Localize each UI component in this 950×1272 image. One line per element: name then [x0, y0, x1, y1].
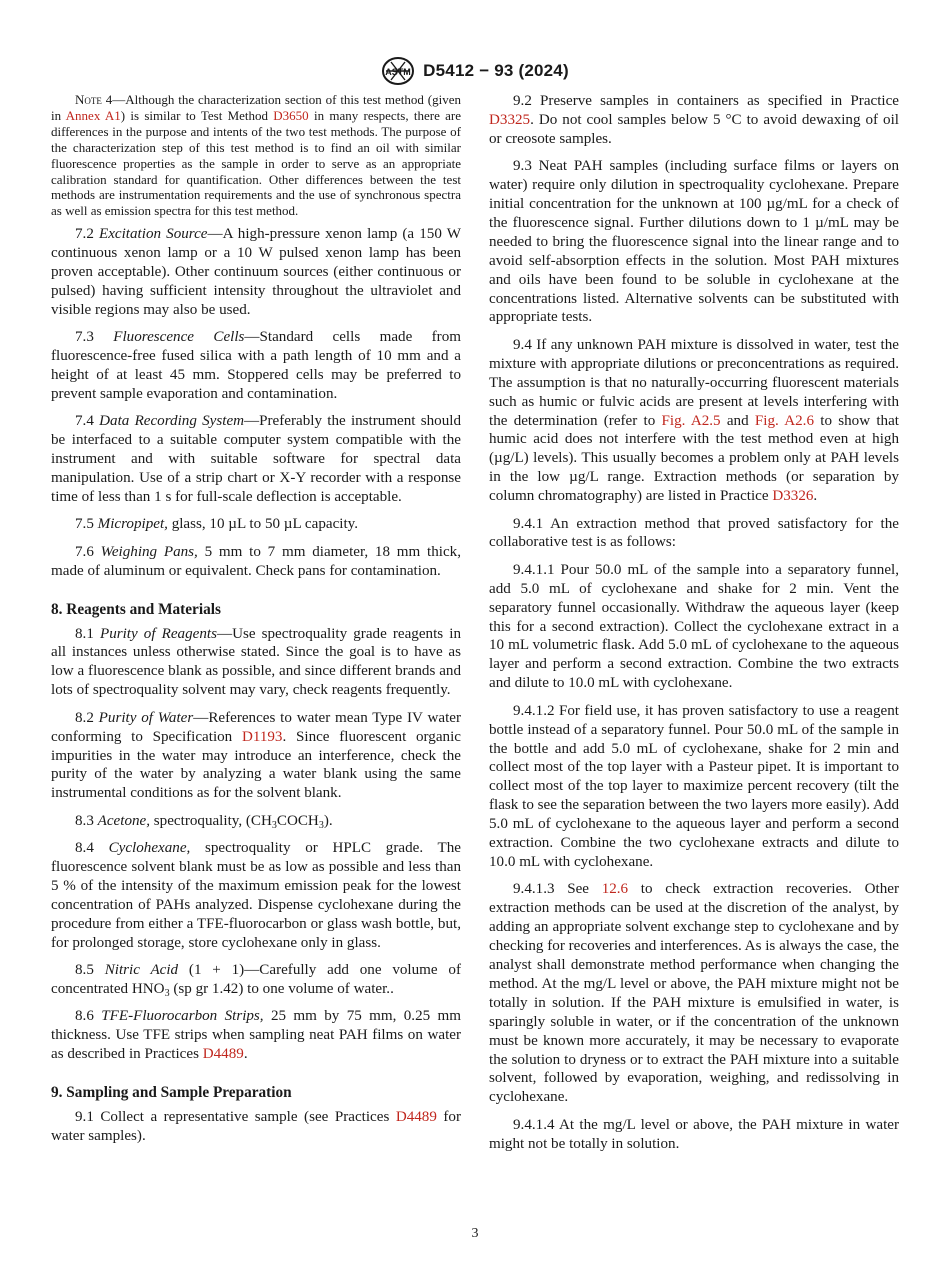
section-9-1: 9.1 Collect a representative sample (see Practices D4489 for water samples). — [51, 1109, 462, 1144]
d3325-link[interactable]: D3325 — [489, 111, 531, 128]
section-8-4: 8.4 Cyclohexane, spectroquality or HPLC grade. The fluorescence solvent blank must be as low as possible and less than 5 % of the intensity of the maximum emission peak for the lowest concentration of PAHs analyzed. Dispense cyclohexane during the procedure from either a TFE-fluorocarbon or glass wash bottle, but, for prolonged storage, store cyclohexane only in glass. — [51, 840, 461, 951]
section-8-3: 8.3 Acetone, spectroquality, $(CH_3COCH_3)$. — [75, 812, 333, 831]
section-9-2: 9.2 Preserve samples in containers as specified in Practice D3325. Do not cool samples below 5 °C to avoid dewaxing of oil or creosote samples. — [489, 93, 899, 147]
page-header — [0, 56, 950, 86]
svg-text:ASTM: ASTM — [385, 67, 411, 77]
d4489-link-2[interactable]: D4489 — [395, 1109, 437, 1125]
annex-a1-link[interactable]: Annex A1 — [65, 107, 121, 123]
section-9-4: 9.4 If any unknown PAH mixture is dissolved in water, test the mixture with appropriate dilutions or preconcentrations as required. The assumption is that no naturally-occurring fluorescent materials such as humic or fulvic acids are present at levels interfering with the determination (refer to Fig. A2.5 and Fig. A2.6 to show that humic acid does not interfere with the test method even at high (µg/L) levels). This usually becomes a problem only at PAH levels in the low µg/L range. Extraction methods (or separation by column chromatography) are listed in Practice D3326. — [489, 336, 899, 505]
heading-section-8: 8. Reagents and Materials — [51, 600, 221, 618]
section-9-3: 9.3 Neat PAH samples (including surface films or layers on water) require only dilution in spectroquality cyclohexane. Prepare initial concentration for the unknown at 100 µg/mL for a check of the fluorescence signal. Further dilutions down to 1 µ/mL may be needed to bring the fluorescence signal into the linear range and to avoid self-absorption effects in the solution. Most PAH mixtures and oils have been found to be soluble in cyclohexane at the concentrations listed. Alternative solvents can be substituted with appropriate tests. — [489, 158, 899, 326]
section-7-2: 7.2 Excitation Source—A high-pressure xenon lamp (a 150 W continuous xenon lamp or a 10 W pulsed xenon lamp has been proven acceptable). Other continuum sources (either continuous or pulsed) having sufficient intensity throughout the ultraviolet and visible regions may also be used. — [51, 226, 461, 318]
section-8-1: 8.1 Purity of Reagents—Use spectroquality grade reagents in all instances unless otherwise stated. Since the goal is to have as low a fluorescence blank as possible, and since different brands and lots of spectroquality solvent may vary, check reagents frequently. — [51, 625, 461, 699]
page-number: 3 — [471, 1226, 479, 1241]
section-8-5: 8.5 Nitric Acid (1 + 1)—Carefully add one volume of concentrated $HNO_3$ (sp gr 1.42) to one volume of water.. — [51, 962, 461, 999]
fig-a2-6-link[interactable]: Fig. A2.6 — [754, 412, 814, 429]
d3326-link[interactable]: D3326 — [772, 488, 814, 505]
note-4: Note 4—Although the characterization section of this test method (given in Annex A1) is similar to Test Method D3650 in many respects, there are differences in the purpose and intents of the two test methods. The purpose of the characterization step of this test method is to find an oil with similar fluorescence properties as the sample in order to serve as an appropriate calibration standard for quantification. Other differences between the test methods are instrumentation requirements and the use of synchronous spectra as well as emission spectra for this test method. — [51, 92, 461, 219]
heading-section-9: 9. Sampling and Sample Preparation — [51, 1084, 292, 1102]
section-7-6: 7.6 Weighing Pans, 5 mm to 7 mm diameter, 18 mm thick, made of aluminum or equivalent. Check pans for contamination. — [51, 543, 461, 579]
astm-logo-icon — [381, 56, 415, 86]
section-7-3: 7.3 Fluorescence Cells—Standard cells made from fluorescence-free fused silica with a path length of 10 mm and a height of at least 45 mm. Stoppered cells may be preferred to prevent sample evaporation and contamination. — [51, 329, 461, 402]
section-9-4-1-4: 9.4.1.4 At the mg/L level or above, the PAH mixture in water might not be totally in solution. — [489, 1116, 899, 1152]
section-7-4: 7.4 Data Recording System—Preferably the instrument should be interfaced to a suitable computer system compatible with the instrument and with suitable software for spectral data manipulation. Use of a strip chart or X-Y recorder with a response time of less than 1 s for full-scale deflection is acceptable. — [51, 413, 462, 506]
section-8-2: 8.2 Purity of Water—References to water mean Type IV water conforming to Specification D1193. Since fluorescent organic impurities in the water may introduce an interference, check the purity of the water by analyzing a water blank using the same instrumental conditions as for the solvent blank. — [51, 709, 462, 802]
d1193-link[interactable]: D1193 — [241, 728, 283, 745]
document-id: D5412 − 93 (2024) — [423, 61, 569, 80]
section-12-6-link[interactable]: 12.6 — [601, 881, 629, 898]
right-column — [489, 92, 899, 1162]
left-column — [51, 92, 461, 1154]
section-8-6: 8.6 TFE-Fluorocarbon Strips, 25 mm by 75 mm, 0.25 mm thickness. Use TFE strips when sampling neat PAH films on water as described in Practices D4489. — [51, 1008, 462, 1063]
section-9-4-1-2: 9.4.1.2 For field use, it has proven satisfactory to use a reagent bottle instead of a separatory funnel. Pour 50.0 mL of the sample in the bottle and add 5.0 mL of cyclohexane, shake for 2 min and collect most of the top layer with a Pasteur pipet. It is important to collect most of the top layer to maximize percent recovery (tilt the flask to see the separation between the two layers more easily). Add 5.0 mL of cyclohexane to the aqueous layer and perform a second extraction. Combine the two cyclohexane extracts and dilute to 10.0 mL with cyclohexane. — [489, 702, 899, 870]
section-9-4-1-1: 9.4.1.1 Pour 50.0 mL of the sample into a separatory funnel, add 5.0 mL of cyclohexane and shake for 2 min. Vent the separatory funnel occasionally. Withdraw the aqueous layer (keep this for a second extraction). Collect the cyclohexane extract in a 10 mL volumetric flask. Add 5.0 mL of cyclohexane to the aqueous layer and perform a second extraction. Combine the two extracts and dilute to 10.0 mL with cyclohexane. — [489, 561, 899, 692]
d4489-link[interactable]: D4489 — [202, 1046, 244, 1063]
section-9-4-1: 9.4.1 An extraction method that proved satisfactory for the collaborative test is as follows: — [489, 515, 899, 551]
section-9-4-1-3: 9.4.1.3 See 12.6 to check extraction recoveries. Other extraction methods can be used at the discretion of the analyst, by adding an appropriate solvent exchange step to cyclohexane and by checking for recoveries and interferences. As is always the case, the analyst shall demonstrate method performance when changing the method. At the mg/L level or above, the PAH mixture might not be totally in solution. If the PAH mixture is emulsified in water, is sparingly soluble in water, or if the concentration of the unknown must be known more accurately, it may be necessary to evaporate the solution to dryness or to extract the PAH mixture into a suitable solvent, followed by evaporation, weighing, and redissolving in cyclohexane. — [489, 881, 899, 1106]
section-7-5: 7.5 Micropipet, glass, 10 µL to 50 µL capacity. — [75, 516, 359, 533]
fig-a2-5-link[interactable]: Fig. A2.5 — [661, 412, 721, 429]
d3650-link[interactable]: D3650 — [273, 107, 309, 123]
